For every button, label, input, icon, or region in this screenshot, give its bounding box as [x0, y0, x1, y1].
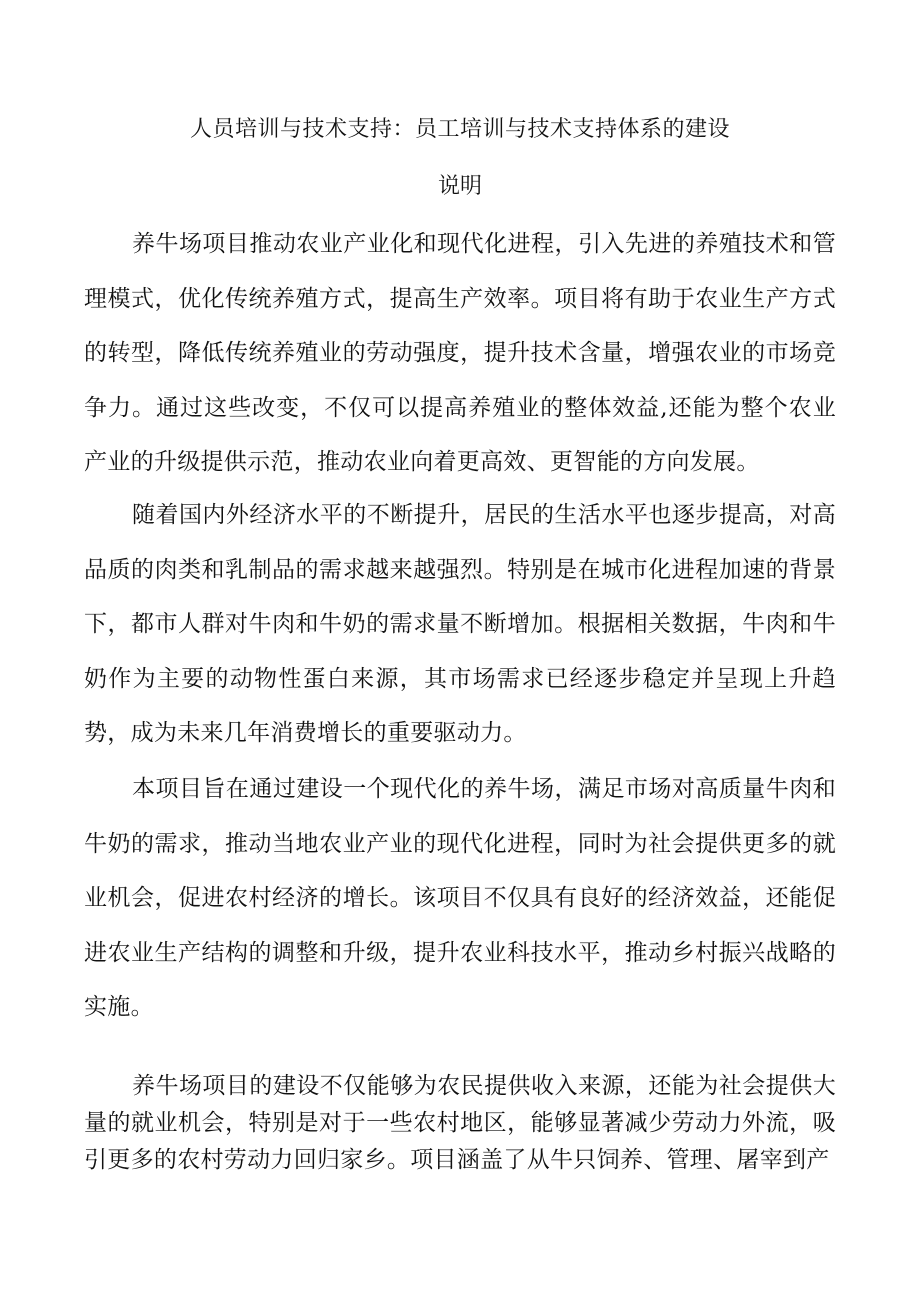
paragraph-2: 随着国内外经济水平的不断提升，居民的生活水平也逐步提高，对高品质的肉类和乳制品的需求越来越强烈。特别是在城市化进程加速的背景下，都市人群对牛肉和牛奶的需求量不断增加。根据相关数据，牛肉和牛奶作为主要的动物性蛋白来源，其市场需求已经逐步稳定并呈现上升趋势，成为未来几年消费增长的重要驱动力。 — [84, 502, 836, 746]
document-title: 人员培训与技术支持：员工培训与技术支持体系的建设 — [189, 117, 730, 142]
paragraph-1: 养牛场项目推动农业产业化和现代化进程，引入先进的养殖技术和管理模式，优化传统养殖方式，提高生产效率。项目将有助于农业生产方式的转型，降低传统养殖业的劳动强度，提升技术含量，增强农业的市场竞争力。通过这些改变，不仅可以提高养殖业的整体效益,还能为整个农业产业的升级提供示范，推动农业向着更高效、更智能的方向发展。 — [84, 231, 836, 475]
document-subtitle: 说明 — [437, 174, 482, 199]
paragraph-3: 本项目旨在通过建设一个现代化的养牛场，满足市场对高质量牛肉和牛奶的需求，推动当地农业产业的现代化进程，同时为社会提供更多的就业机会，促进农村经济的增长。该项目不仅具有良好的经济效益，还能促进农业生产结构的调整和升级，提升农业科技水平，推动乡村振兴战略的实施。 — [84, 776, 836, 1020]
paragraph-4: 养牛场项目的建设不仅能够为农民提供收入来源，还能为社会提供大量的就业机会，特别是对于一些农村地区，能够显著减少劳动力外流，吸引更多的农村劳动力回归家乡。项目涵盖了从牛只饲养、管理、屠宰到产 — [84, 1073, 836, 1173]
